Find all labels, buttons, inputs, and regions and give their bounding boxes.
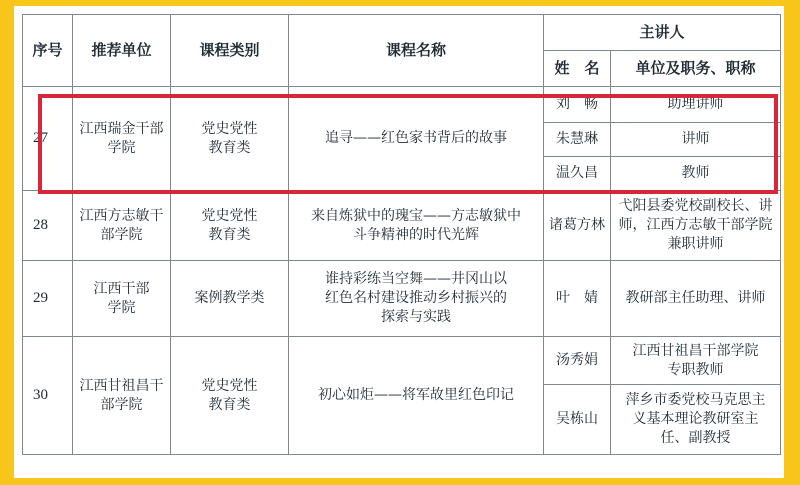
unit-cell: 江西甘祖昌干部学院 — [73, 337, 171, 455]
table-row — [23, 261, 781, 337]
unit-cell: 江西方志敏干部学院 — [73, 191, 171, 261]
unit-cell: 江西干部学院 — [73, 261, 171, 337]
lecturer-name: 叶 婧 — [544, 261, 611, 337]
document-page — [14, 6, 784, 478]
row-number: 29 — [23, 261, 73, 337]
table-row — [23, 191, 781, 261]
lecturer-position: 弋阳县委党校副校长、讲师，江西方志敏干部学院兼职讲师 — [611, 191, 781, 261]
header-position: 单位及职务、职称 — [611, 51, 781, 87]
lecturer-name: 吴栋山 — [544, 385, 611, 455]
lecturer-position: 教研部主任助理、讲师 — [611, 261, 781, 337]
category-cell: 案例教学类 — [171, 261, 289, 337]
lecturer-position: 萍乡市委党校马克思主义基本理论教研室主任、副教授 — [611, 385, 781, 455]
category-cell: 党史党性教育类 — [171, 337, 289, 455]
unit-cell: 江西瑞金干部学院 — [73, 87, 171, 191]
lecturer-position: 江西甘祖昌干部学院专职教师 — [611, 337, 781, 385]
course-title-cell: 追寻——红色家书背后的故事 — [289, 87, 544, 191]
category-cell: 党史党性教育类 — [171, 191, 289, 261]
lecturer-name: 朱慧琳 — [544, 123, 611, 157]
header-name: 姓 名 — [544, 51, 611, 87]
course-title-cell: 来自炼狱中的瑰宝——方志敏狱中斗争精神的时代光辉 — [289, 191, 544, 261]
course-title-cell: 谁持彩练当空舞——井冈山以红色名村建设推动乡村振兴的探索与实践 — [289, 261, 544, 337]
lecturer-position: 讲师 — [611, 123, 781, 157]
lecturer-position: 助理讲师 — [611, 87, 781, 123]
header-category: 课程类别 — [171, 15, 289, 87]
header-course: 课程名称 — [289, 15, 544, 87]
table-row — [23, 337, 781, 385]
course-title-cell: 初心如炬——将军故里红色印记 — [289, 337, 544, 455]
lecturer-name: 温久昌 — [544, 157, 611, 191]
table-row — [23, 87, 781, 123]
header-lecturer: 主讲人 — [544, 15, 781, 51]
course-table — [22, 14, 781, 455]
row-number: 28 — [23, 191, 73, 261]
category-cell: 党史党性教育类 — [171, 87, 289, 191]
lecturer-name: 诸葛方林 — [544, 191, 611, 261]
row-number: 30 — [23, 337, 73, 455]
header-unit: 推荐单位 — [73, 15, 171, 87]
lecturer-name: 汤秀娟 — [544, 337, 611, 385]
header-no: 序号 — [23, 15, 73, 87]
lecturer-position: 教师 — [611, 157, 781, 191]
row-number: 27 — [23, 87, 73, 191]
lecturer-name: 刘 畅 — [544, 87, 611, 123]
